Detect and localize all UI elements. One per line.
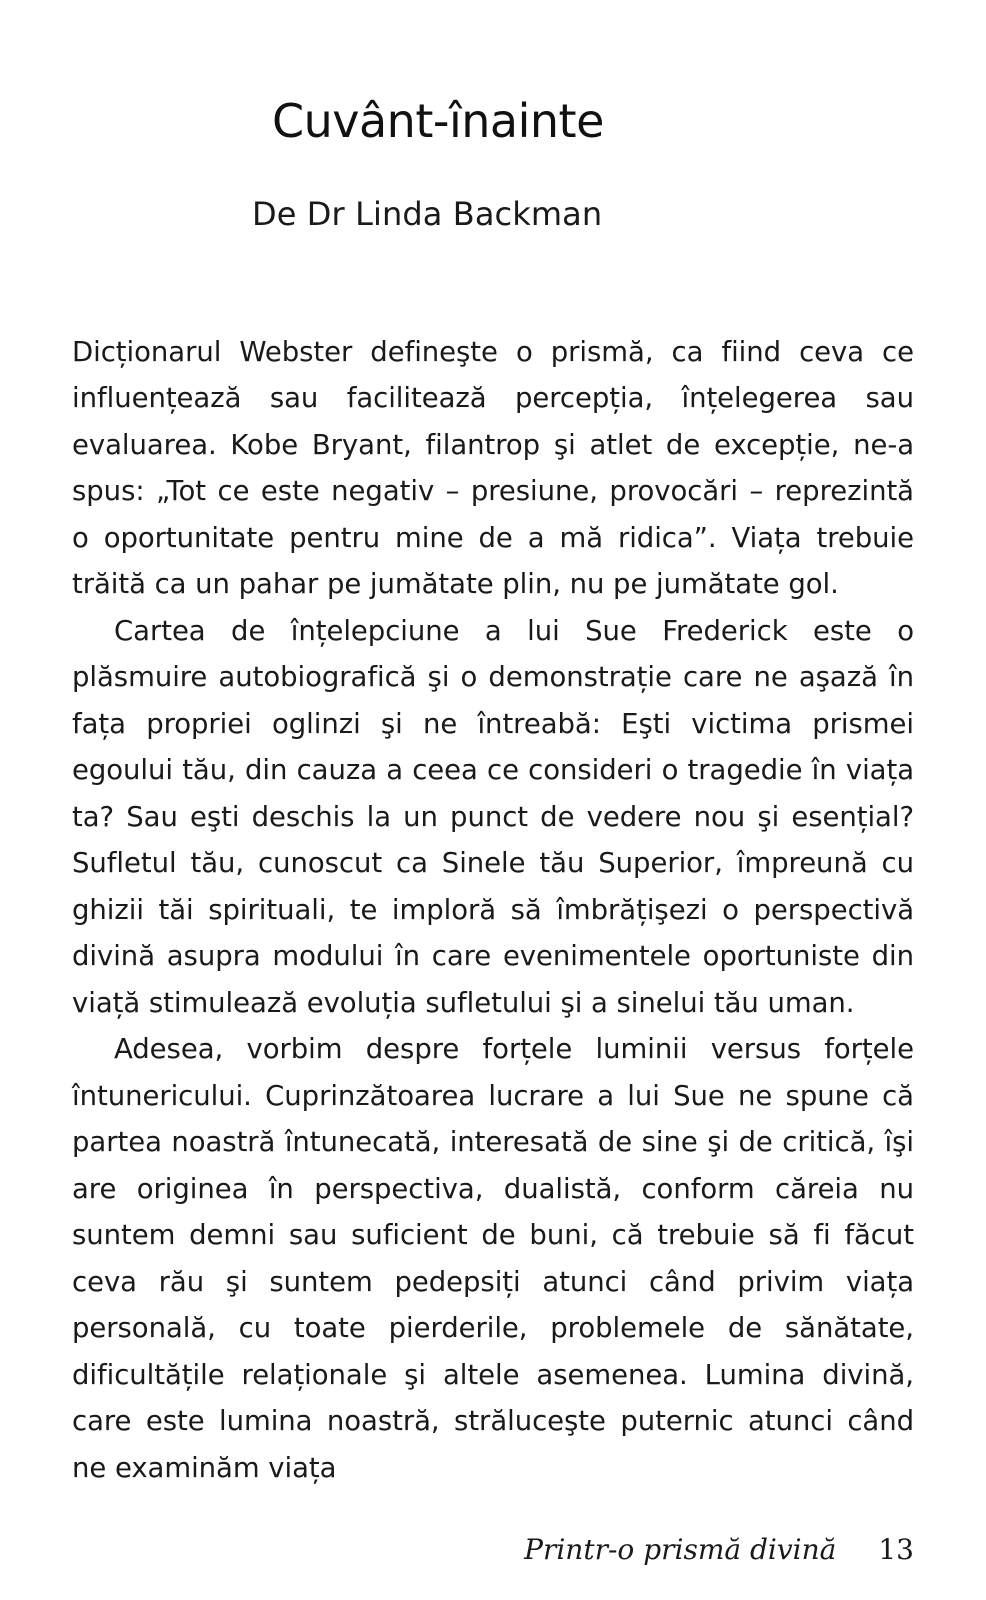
paragraph: Cartea de înțelepciune a lui Sue Frederick este o plăsmuire autobiografică şi o demonstrație care ne aşază în fața propriei oglinzi şi ne întreabă: Eşti victima prismei egoului tău, din cauza a ceea ce consideri o tragedie în viața ta? Sau eşti deschis la un punct de vedere nou şi esențial? Sufletul tău, cunoscut ca Sinele tău Superior, împreună cu ghizii tăi spirituali, te imploră să îmbrățişezi o perspectivă divină asupra modului în care evenimentele oportuniste din viață stimulează evoluția sufletului şi a sinelui tău uman. [72, 614, 914, 1019]
page-title: Cuvânt-înainte [272, 94, 604, 148]
body-text [72, 329, 914, 1492]
running-head: Printr-o prismă divină [524, 1533, 837, 1566]
paragraph: Dicționarul Webster defineşte o prismă, ca fiind ceva ce influențează sau facilitează percepția, înțelegerea sau evaluarea. Kobe Bryant, filantrop şi atlet de excepție, ne-a spus: „Tot ce este negativ – presiune, provocări – reprezintă o oportunitate pentru mine de a mă ridica”. Viața trebuie trăită ca un pahar pe jumătate plin, nu pe jumătate gol. [72, 335, 914, 601]
page-number: 13 [878, 1533, 914, 1566]
paragraph: Adesea, vorbim despre forțele luminii versus forțele întunericului. Cuprinzătoarea lucrare a lui Sue ne spune că partea noastră întunecată, interesată de sine şi de critică, îşi are originea în perspectiva, dualistă, conform căreia nu suntem demni sau suficient de buni, că trebuie să fi făcut ceva rău şi suntem pedepsiți atunci când privim viața personală, cu toate pierderile, problemele de sănătate, dificultățile relaționale şi altele asemenea. Lumina divină, care este lumina noastră, străluceşte puternic atunci când ne examinăm viața [72, 1033, 914, 1484]
author-byline: De Dr Linda Backman [252, 194, 603, 233]
page-footer [72, 1533, 914, 1566]
